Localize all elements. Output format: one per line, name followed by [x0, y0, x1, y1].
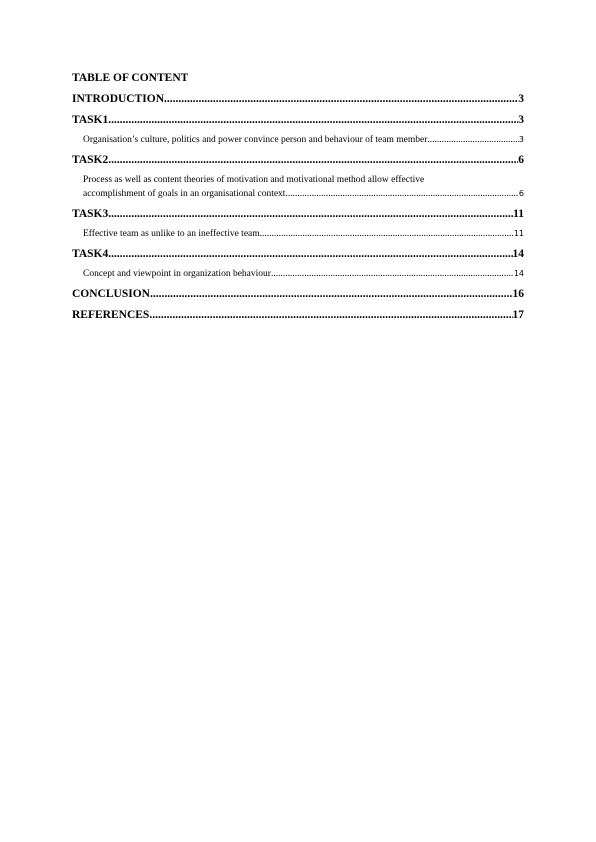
dot-leader [108, 152, 518, 168]
dot-leader [150, 286, 513, 302]
toc-entry-label: TASK2 [72, 154, 109, 166]
toc-entry-task3[interactable] [72, 206, 524, 222]
toc-entry-page: 6 [518, 189, 524, 198]
toc-subentry-culture-politics-power[interactable] [72, 133, 524, 147]
toc-entry-page: 14 [512, 248, 524, 260]
toc-entry-label: TASK1 [72, 114, 109, 126]
dot-leader [108, 206, 513, 222]
toc-entry-task4[interactable] [72, 246, 524, 262]
dot-leader [427, 133, 519, 147]
toc-subentry-concept-viewpoint[interactable] [72, 267, 524, 281]
toc-entry-label: TASK4 [72, 248, 109, 260]
toc-entry-label: CONCLUSION [72, 288, 150, 300]
toc-entry-label: Effective team as unlike to an ineffective team [83, 229, 260, 239]
toc-entry-label: Concept and viewpoint in organization behaviour [83, 269, 271, 279]
dot-leader [108, 246, 512, 262]
toc-entry-conclusion[interactable] [72, 286, 524, 302]
toc-entry-page: 3 [518, 93, 524, 105]
dot-leader [149, 307, 512, 323]
toc-subentry-motivation-theories[interactable] [72, 173, 524, 201]
toc-entry-page: 3 [518, 114, 524, 126]
toc-entry-label-line1: Process as well as content theories of motivation and motivational method allow effective [83, 175, 425, 185]
toc-entry-label: REFERENCES [72, 309, 150, 321]
toc-entry-page: 16 [512, 288, 524, 300]
toc-entry-label: TASK3 [72, 208, 109, 220]
dot-leader [164, 91, 518, 107]
toc-entry-page: 3 [518, 135, 524, 144]
toc-entry-label-line2: accomplishment of goals in an organisational context [83, 189, 286, 199]
toc-entry-introduction[interactable] [72, 91, 524, 107]
toc-entry-references[interactable] [72, 307, 524, 323]
dot-leader [285, 187, 518, 201]
dot-leader [271, 267, 514, 281]
toc-title: TABLE OF CONTENT [72, 72, 189, 84]
toc-entry-label: Organisation’s culture, politics and power convince person and behaviour of team member [83, 135, 428, 145]
toc-entry-page: 14 [513, 269, 524, 278]
toc-entry-label: INTRODUCTION [72, 93, 165, 105]
toc-entry-task1[interactable] [72, 112, 524, 128]
toc-entry-page: 11 [513, 229, 524, 238]
table-of-contents [72, 70, 524, 328]
dot-leader [260, 227, 514, 241]
toc-entry-page: 6 [518, 154, 524, 166]
dot-leader [108, 112, 518, 128]
toc-entry-page: 17 [512, 309, 524, 321]
toc-entry-page: 11 [513, 208, 524, 220]
toc-entry-task2[interactable] [72, 152, 524, 168]
toc-subentry-effective-team[interactable] [72, 227, 524, 241]
